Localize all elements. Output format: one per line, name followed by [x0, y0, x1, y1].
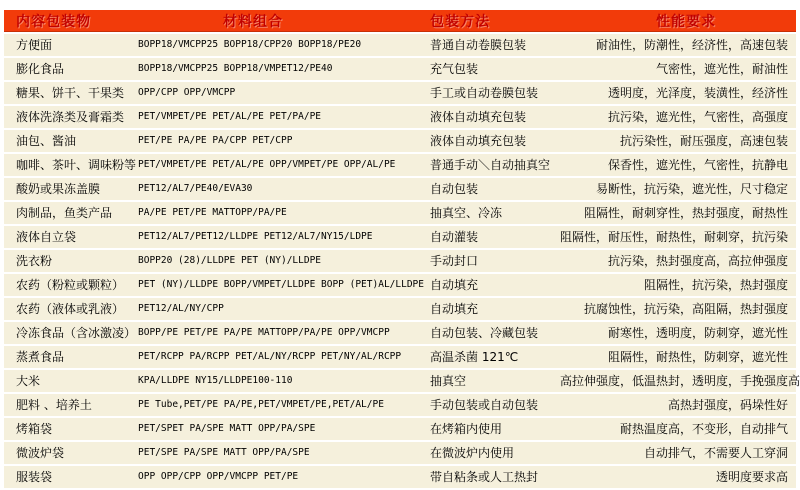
cell-item: 肥料 、培养土	[16, 398, 92, 412]
cell-item: 洗衣粉	[16, 254, 53, 268]
table-row	[4, 202, 796, 224]
cell-item: 肉制品，鱼类产品	[16, 206, 113, 220]
table-header-row	[4, 10, 796, 32]
table-row	[4, 466, 796, 488]
cell-requirements: 气密性，遮光性，耐油性	[655, 62, 788, 76]
cell-materials: PET12/AL7/PET12/LLDPE PET12/AL7/NY15/LDPE	[138, 231, 373, 242]
cell-method: 手工或自动卷膜包装	[430, 86, 539, 100]
table-row	[4, 58, 796, 80]
cell-item: 蒸煮食品	[16, 350, 65, 364]
cell-requirements: 高拉伸强度，低温热封，透明度，手挽强度高	[560, 374, 800, 388]
cell-requirements: 抗腐蚀性，抗污染，高阻隔，热封强度	[583, 302, 788, 316]
cell-method: 自动填充	[430, 302, 479, 316]
cell-requirements: 高热封强度，码垛性好	[667, 398, 788, 412]
cell-materials: PET/VMPET/PE PET/AL/PE PET/PA/PE	[138, 111, 322, 122]
cell-requirements: 抗污染，遮光性，气密性，高强度	[607, 110, 788, 124]
cell-materials: KPA/LLDPE NY15/LLDPE100-110	[138, 375, 293, 386]
cell-requirements: 耐油性，防潮性，经济性，高速包装	[595, 38, 788, 52]
cell-requirements: 阻隔性，耐刺穿性，热封强度，耐热性	[583, 206, 788, 220]
cell-materials: OPP OPP/CPP OPP/VMCPP PET/PE	[138, 471, 299, 482]
table-row	[4, 394, 796, 416]
cell-materials: BOPP20 (28)/LLDPE PET (NY)/LLDPE	[138, 255, 322, 266]
table-row	[4, 226, 796, 248]
cell-requirements: 耐热温度高，不变形，自动排气	[619, 422, 788, 436]
cell-requirements: 耐寒性，透明度，防刺穿，遮光性	[607, 326, 788, 340]
cell-materials: PET/VMPET/PE PET/AL/PE OPP/VMPET/PE OPP/AL/PE	[138, 159, 396, 170]
table-body	[4, 34, 800, 490]
cell-method: 自动包装	[430, 182, 479, 196]
table-row	[4, 370, 800, 392]
cell-method: 自动包装、冷藏包装	[430, 326, 539, 340]
cell-method: 自动填充	[430, 278, 479, 292]
cell-requirements: 抗污染性，耐压强度，高速包装	[619, 134, 788, 148]
header-packaging-method: 包装方法	[430, 13, 490, 30]
cell-item: 油包、酱油	[16, 134, 77, 148]
cell-requirements: 透明度，光泽度，装潢性，经济性	[607, 86, 788, 100]
cell-method: 普通手动＼自动抽真空	[430, 158, 551, 172]
cell-item: 液体洗涤类及膏霜类	[16, 110, 125, 124]
cell-method: 抽真空	[430, 374, 467, 388]
cell-materials: PET (NY)/LLDPE BOPP/VMPET/LLDPE BOPP (PET)AL/LLDPE	[138, 279, 424, 290]
header-material-combination: 材料组合	[223, 13, 283, 30]
cell-item: 糖果、饼干、干果类	[16, 86, 125, 100]
cell-item: 微波炉袋	[16, 446, 65, 460]
cell-materials: PET/SPET PA/SPE MATT OPP/PA/SPE	[138, 423, 316, 434]
cell-requirements: 透明度要求高	[715, 470, 788, 484]
cell-requirements: 阻隔性，抗污染，热封强度	[643, 278, 788, 292]
table-row	[4, 154, 796, 176]
cell-requirements: 阻隔性，耐热性，防刺穿，遮光性	[607, 350, 788, 364]
cell-requirements: 保香性，遮光性，气密性，抗静电	[607, 158, 788, 172]
header-performance-requirements: 性能要求	[656, 13, 716, 30]
table-row	[4, 130, 796, 152]
cell-item: 大米	[16, 374, 41, 388]
cell-method: 抽真空、冷冻	[430, 206, 503, 220]
cell-item: 服装袋	[16, 470, 53, 484]
cell-materials: BOPP/PE PET/PE PA/PE MATTOPP/PA/PE OPP/VMCPP	[138, 327, 390, 338]
cell-requirements: 阻隔性，耐压性，耐热性，耐刺穿，抗污染	[560, 230, 789, 244]
table-row	[4, 322, 796, 344]
table-row	[4, 346, 796, 368]
cell-method: 普通自动卷膜包装	[430, 38, 527, 52]
table-row	[4, 418, 796, 440]
cell-item: 农药（液体或乳液）	[16, 302, 125, 316]
cell-item: 膨化食品	[16, 62, 65, 76]
table-row	[4, 274, 796, 296]
cell-materials: PET/RCPP PA/RCPP PET/AL/NY/RCPP PET/NY/AL/RCPP	[138, 351, 402, 362]
cell-method: 在烤箱内使用	[430, 422, 503, 436]
cell-materials: BOPP18/VMCPP25 BOPP18/VMPET12/PE40	[138, 63, 333, 74]
cell-requirements: 抗污染，热封强度高，高拉伸强度	[607, 254, 788, 268]
cell-item: 方便面	[16, 38, 53, 52]
cell-item: 农药（粉粒或颗粒）	[16, 278, 125, 292]
cell-item: 咖啡、茶叶、调味粉等	[16, 158, 137, 172]
table-row	[4, 298, 796, 320]
table-row	[4, 106, 796, 128]
cell-materials: PA/PE PET/PE MATTOPP/PA/PE	[138, 207, 287, 218]
cell-materials: PET12/AL7/PE40/EVA30	[138, 183, 253, 194]
cell-method: 液体自动填充包装	[430, 110, 527, 124]
cell-method: 高温杀菌 121℃	[430, 350, 519, 364]
table-row	[4, 178, 796, 200]
cell-materials: PET/SPE PA/SPE MATT OPP/PA/SPE	[138, 447, 310, 458]
cell-method: 手动包装或自动包装	[430, 398, 539, 412]
table-row	[4, 82, 796, 104]
cell-item: 冷冻食品（含冰激凌）	[16, 326, 137, 340]
cell-method: 自动灌装	[430, 230, 479, 244]
cell-item: 液体自立袋	[16, 230, 77, 244]
cell-materials: PET/PE PA/PE PA/CPP PET/CPP	[138, 135, 293, 146]
cell-method: 手动封口	[430, 254, 479, 268]
cell-materials: OPP/CPP OPP/VMCPP	[138, 87, 236, 98]
cell-item: 酸奶或果冻盖膜	[16, 182, 101, 196]
table-row	[4, 250, 796, 272]
cell-method: 充气包装	[430, 62, 479, 76]
cell-materials: PET12/AL/NY/CPP	[138, 303, 224, 314]
cell-materials: PE Tube,PET/PE PA/PE,PET/VMPET/PE,PET/AL/PE	[138, 399, 384, 410]
cell-materials: BOPP18/VMCPP25 BOPP18/CPP20 BOPP18/PE20	[138, 39, 362, 50]
table-row	[4, 442, 796, 464]
cell-method: 在微波炉内使用	[430, 446, 515, 460]
header-contents: 内容包装物	[16, 13, 91, 30]
cell-method: 液体自动填充包装	[430, 134, 527, 148]
cell-requirements: 易断性，抗污染，遮光性，尺寸稳定	[595, 182, 788, 196]
cell-method: 带自粘条或人工热封	[430, 470, 539, 484]
cell-item: 烤箱袋	[16, 422, 53, 436]
cell-requirements: 自动排气，不需要人工穿洞	[643, 446, 788, 460]
table-row	[4, 34, 796, 56]
